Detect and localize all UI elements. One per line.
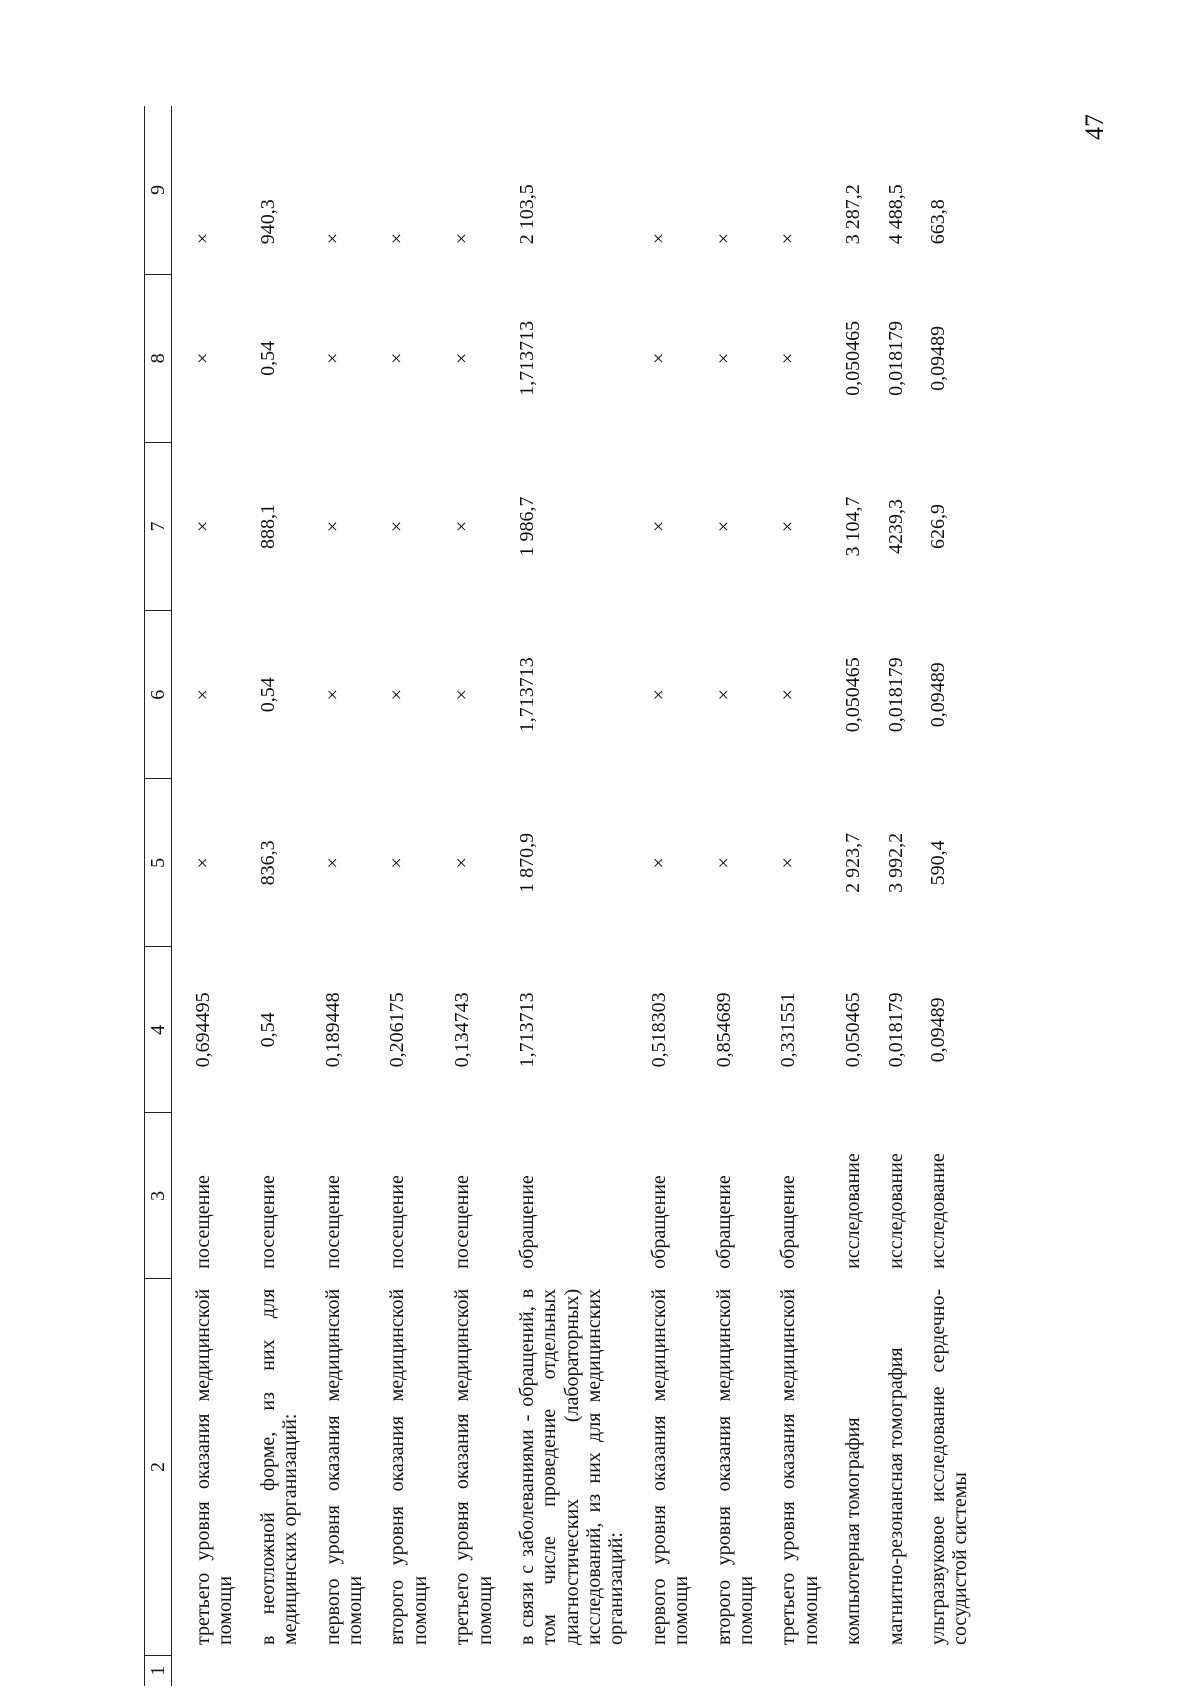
value-cell-4: 0,189448: [321, 992, 344, 1068]
row-name-cell: третьего уровня оказания медицинской помощи: [451, 1288, 496, 1646]
value-cell-9: ×: [386, 232, 409, 245]
row-number-cell: [172, 1655, 237, 1686]
value-cell-9: 663,8: [926, 199, 949, 245]
unit-cell: посещение: [256, 1175, 279, 1269]
unit-cell: посещение: [321, 1175, 344, 1269]
row-name-cell: третьего уровня оказания медицинской помощи: [777, 1288, 822, 1646]
unit-cell: посещение: [451, 1175, 474, 1269]
unit-cell: исследование: [926, 1153, 949, 1269]
value-cell-8: 0,050465: [842, 320, 865, 396]
value-cell-9: ×: [777, 232, 800, 245]
value-cell-8: 1,713713: [515, 320, 538, 396]
row-number-cell: [366, 1655, 431, 1686]
value-cell-6: ×: [192, 689, 214, 701]
value-cell-6: 0,09489: [926, 662, 949, 728]
row-number-cell: [302, 1655, 367, 1686]
value-cell-5: 3 992,2: [884, 832, 907, 893]
row-number-cell: [496, 1655, 628, 1686]
value-cell-4: 0,518303: [647, 992, 670, 1068]
unit-cell: обращение: [515, 1175, 538, 1269]
data-table: [144, 106, 972, 1686]
table-row: [366, 106, 431, 1686]
value-cell-5: 836,3: [256, 840, 279, 886]
unit-cell: обращение: [647, 1175, 670, 1269]
unit-cell: обращение: [712, 1175, 735, 1269]
value-cell-7: 888,1: [256, 504, 279, 550]
value-cell-7: ×: [321, 520, 344, 533]
row-number-cell: [237, 1655, 302, 1686]
value-cell-7: 3 104,7: [842, 496, 865, 557]
value-cell-8: ×: [192, 352, 214, 364]
value-cell-6: 1,713713: [515, 657, 538, 733]
value-cell-9: 3 287,2: [842, 184, 865, 245]
table-row: [431, 106, 496, 1686]
value-cell-4: 0,331551: [777, 992, 800, 1068]
value-cell-8: ×: [647, 352, 670, 364]
value-cell-8: ×: [712, 352, 735, 364]
value-cell-7: ×: [192, 520, 214, 533]
value-cell-9: 940,3: [256, 199, 279, 245]
unit-cell: исследование: [842, 1153, 865, 1269]
column-header-7: 7: [145, 442, 172, 610]
value-cell-5: ×: [321, 857, 344, 869]
value-cell-9: ×: [712, 232, 735, 245]
value-cell-5: 1 870,9: [515, 832, 538, 893]
unit-cell: посещение: [386, 1175, 409, 1269]
column-header-9: 9: [145, 106, 172, 274]
row-number-cell: [865, 1655, 907, 1686]
value-cell-9: 2 103,5: [515, 184, 538, 245]
value-cell-7: ×: [647, 520, 670, 533]
table-row: [302, 106, 367, 1686]
value-cell-9: 4 488,5: [884, 184, 907, 245]
value-cell-8: ×: [451, 352, 474, 364]
value-cell-8: 0,018179: [884, 320, 907, 396]
value-cell-7: 1 986,7: [515, 496, 538, 557]
value-cell-7: 626,9: [926, 504, 949, 550]
value-cell-6: ×: [451, 689, 474, 701]
value-cell-4: 0,854689: [712, 992, 735, 1068]
table-body: [172, 106, 972, 1686]
row-name-cell: второго уровня оказания медицинской помощи: [386, 1288, 431, 1646]
row-name-cell: первого уровня оказания медицинской помощи: [321, 1288, 366, 1646]
value-cell-6: ×: [777, 689, 800, 701]
rotated-table-container: [144, 106, 1174, 1686]
table-row: [757, 106, 822, 1686]
row-number-cell: [907, 1655, 972, 1686]
value-cell-7: ×: [451, 520, 474, 533]
row-name-cell: третьего уровня оказания медицинской помощи: [192, 1288, 237, 1646]
row-name-cell: ультразвуковое исследование сердечно-сосудистой системы: [926, 1288, 972, 1646]
unit-cell: обращение: [777, 1175, 800, 1269]
table-row: [496, 106, 628, 1686]
value-cell-5: ×: [386, 857, 409, 869]
value-cell-4: 0,134743: [451, 992, 474, 1068]
column-header-6: 6: [145, 611, 172, 779]
value-cell-5: ×: [451, 857, 474, 869]
table-row: [865, 106, 907, 1686]
value-cell-4: 0,54: [256, 1012, 279, 1048]
unit-cell: посещение: [192, 1175, 214, 1269]
value-cell-9: ×: [192, 232, 214, 245]
row-name-cell: второго уровня оказания медицинской помощи: [712, 1288, 758, 1646]
value-cell-6: 0,54: [256, 677, 279, 713]
table-header: [145, 106, 172, 1686]
column-header-8: 8: [145, 274, 172, 442]
value-cell-7: 4239,3: [884, 499, 907, 555]
value-cell-5: 590,4: [926, 840, 949, 886]
value-cell-4: 1,713713: [515, 992, 538, 1068]
value-cell-6: 0,018179: [884, 657, 907, 733]
value-cell-7: ×: [712, 520, 735, 533]
value-cell-6: ×: [321, 689, 344, 701]
table-row: [693, 106, 758, 1686]
value-cell-5: ×: [712, 857, 735, 869]
value-cell-8: 0,09489: [926, 325, 949, 391]
row-number-cell: [757, 1655, 822, 1686]
value-cell-6: ×: [386, 689, 409, 701]
value-cell-4: 0,694495: [192, 992, 214, 1068]
value-cell-9: ×: [647, 232, 670, 245]
row-number-cell: [693, 1655, 758, 1686]
row-name-cell: в неотложной форме, из них для медицинских организаций:: [256, 1288, 302, 1646]
page-number: 47: [1080, 114, 1109, 140]
table-row: [822, 106, 864, 1686]
column-header-1: 1: [145, 1655, 172, 1686]
row-name-cell: компьютерная томография: [842, 1417, 865, 1646]
value-cell-4: 0,050465: [842, 992, 865, 1068]
table-row: [237, 106, 302, 1686]
unit-cell: исследование: [884, 1153, 907, 1269]
value-cell-7: ×: [386, 520, 409, 533]
value-cell-8: 0,54: [256, 340, 279, 376]
table-row: [172, 106, 237, 1686]
column-header-3: 3: [145, 1113, 172, 1279]
value-cell-4: 0,018179: [884, 992, 907, 1068]
table-row: [628, 106, 693, 1686]
value-cell-6: ×: [647, 689, 670, 701]
table-row: [907, 106, 972, 1686]
row-number-cell: [628, 1655, 693, 1686]
row-name-cell: в связи с заболеваниями - обращений, в том числе проведение отдельных диагностических (лабораторных) исследований, из них для медицинских организаций:: [515, 1288, 628, 1646]
value-cell-6: ×: [712, 689, 735, 701]
value-cell-5: 2 923,7: [842, 832, 865, 893]
value-cell-4: 0,206175: [386, 992, 409, 1068]
value-cell-7: ×: [777, 520, 800, 533]
value-cell-9: ×: [321, 232, 344, 245]
value-cell-5: ×: [777, 857, 800, 869]
value-cell-5: ×: [647, 857, 670, 869]
row-name-cell: магнитно-резонансная томография: [884, 1347, 907, 1646]
value-cell-8: ×: [321, 352, 344, 364]
value-cell-5: ×: [192, 857, 214, 869]
value-cell-6: 0,050465: [842, 657, 865, 733]
column-header-5: 5: [145, 779, 172, 947]
value-cell-8: ×: [386, 352, 409, 364]
row-name-cell: первого уровня оказания медицинской помощи: [647, 1288, 693, 1646]
column-header-4: 4: [145, 947, 172, 1113]
header-row: [145, 106, 172, 1686]
value-cell-4: 0,09489: [926, 997, 949, 1063]
value-cell-8: ×: [777, 352, 800, 364]
column-header-2: 2: [145, 1279, 172, 1655]
row-number-cell: [431, 1655, 496, 1686]
row-number-cell: [822, 1655, 864, 1686]
value-cell-9: ×: [451, 232, 474, 245]
